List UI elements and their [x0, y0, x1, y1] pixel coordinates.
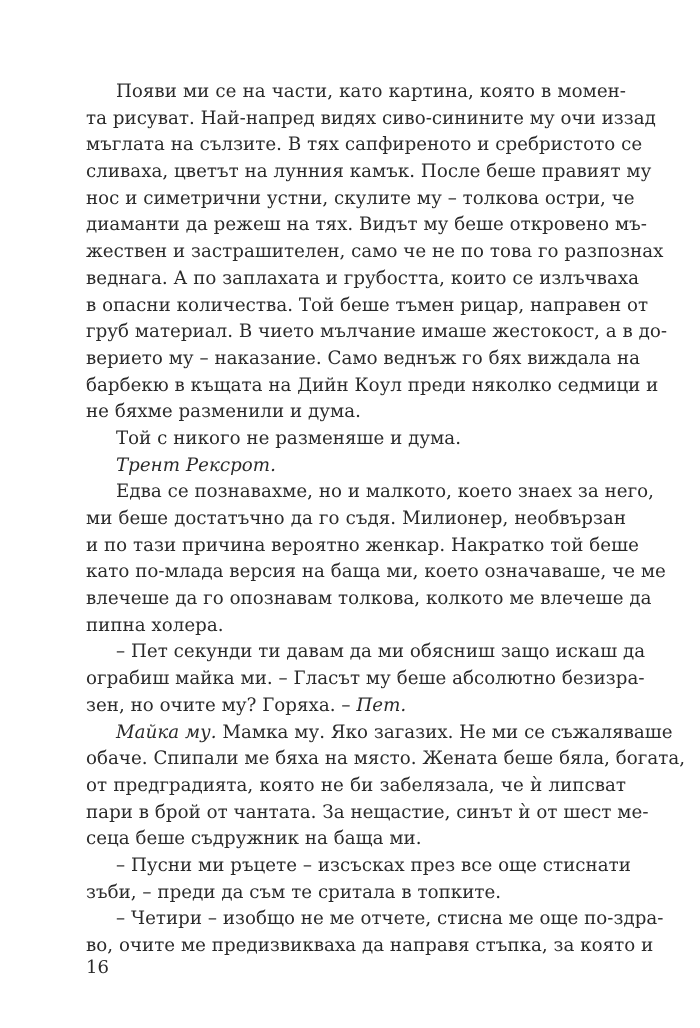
body-text: [86, 79, 686, 960]
text-line: ми беше достатъчно да го съдя. Милионер, необвързан: [86, 508, 626, 529]
text-line: груб материал. В чието мълчание имаше жестокост, а в до-: [86, 321, 668, 343]
text-line: – Пусни ми ръцете – изсъсках през все още стиснати: [116, 854, 631, 876]
text-line: та рисуват. Най-напред видях сиво-синините му очи иззад: [86, 107, 656, 129]
line-text: Мамка му. Яко загазих. Не ми се съжаляваше: [216, 721, 673, 743]
text-line: не бяхме разменили и дума.: [86, 401, 361, 423]
text-line: [86, 693, 626, 720]
text-line: влечеше да го опознавам толкова, колкото ме влечеше да: [86, 588, 652, 610]
text-line: мъглата на сълзите. В тях сапфиреното и сребристото се: [86, 134, 643, 156]
text-line: – Пет секунди ти давам да ми обясниш защо искаш да: [116, 641, 646, 663]
text-line: Едва се познавахме, но и малкото, което знаех за него,: [116, 481, 654, 503]
text-line: верието му – наказание. Само веднъж го бях виждала на: [86, 347, 641, 369]
text-line: пари в брой от чантата. За нещастие, синът ѝ от шест ме-: [86, 801, 649, 823]
text-line: веднага. А по заплахата и грубостта, които се излъчваха: [86, 267, 640, 289]
text-line: пипна холера.: [86, 614, 224, 636]
text-line: диаманти да режеш на тях. Видът му беше откровено мъ-: [86, 214, 647, 236]
italic-fragment: Пет.: [350, 694, 407, 716]
text-line: жествен и застрашителен, само че не по това го разпознах: [86, 241, 664, 263]
page-number: 16: [86, 957, 109, 978]
text-line: Той с никого не разменяше и дума.: [116, 427, 462, 449]
text-line: Появи ми се на части, като картина, която в момен-: [116, 81, 626, 102]
text-line: като по-млада версия на баща ми, което означаваше, че ме: [86, 561, 666, 583]
text-line: во, очите ме предизвикваха да направя стъпка, за която и: [86, 935, 654, 956]
text-line: в опасни количества. Той беше тъмен рицар, направен от: [86, 294, 649, 316]
text-line: ограбиш майка ми. – Гласът му беше абсолютно безизра-: [86, 668, 645, 690]
text-line: барбекю в къщата на Дийн Коул преди няколко седмици и: [86, 374, 659, 396]
text-line: сеца беше съдружник на баща ми.: [86, 828, 422, 850]
text-line: Трент Рексрот.: [116, 454, 276, 476]
text-line: сливаха, цветът на лунния камък. После беше правият му: [86, 161, 652, 183]
text-line: и по тази причина вероятно женкар. Накратко той беше: [86, 534, 639, 556]
text-line: от предградията, която не би забелязала, че ѝ липсват: [86, 774, 626, 796]
text-line: зъби, – преди да съм те сритала в топките.: [86, 881, 502, 903]
italic-fragment: Майка му.: [116, 721, 217, 743]
text-line: [86, 720, 673, 747]
text-line: обаче. Спипали ме бяха на място. Жената беше бяла, богата,: [86, 748, 686, 770]
text-line: нос и симетрични устни, скулите му – толкова остри, че: [86, 187, 635, 209]
text-line: – Четири – изобщо не ме отчете, стисна ме още по-здра-: [116, 908, 664, 930]
line-text: зен, но очите му? Горяха. –: [86, 694, 351, 716]
